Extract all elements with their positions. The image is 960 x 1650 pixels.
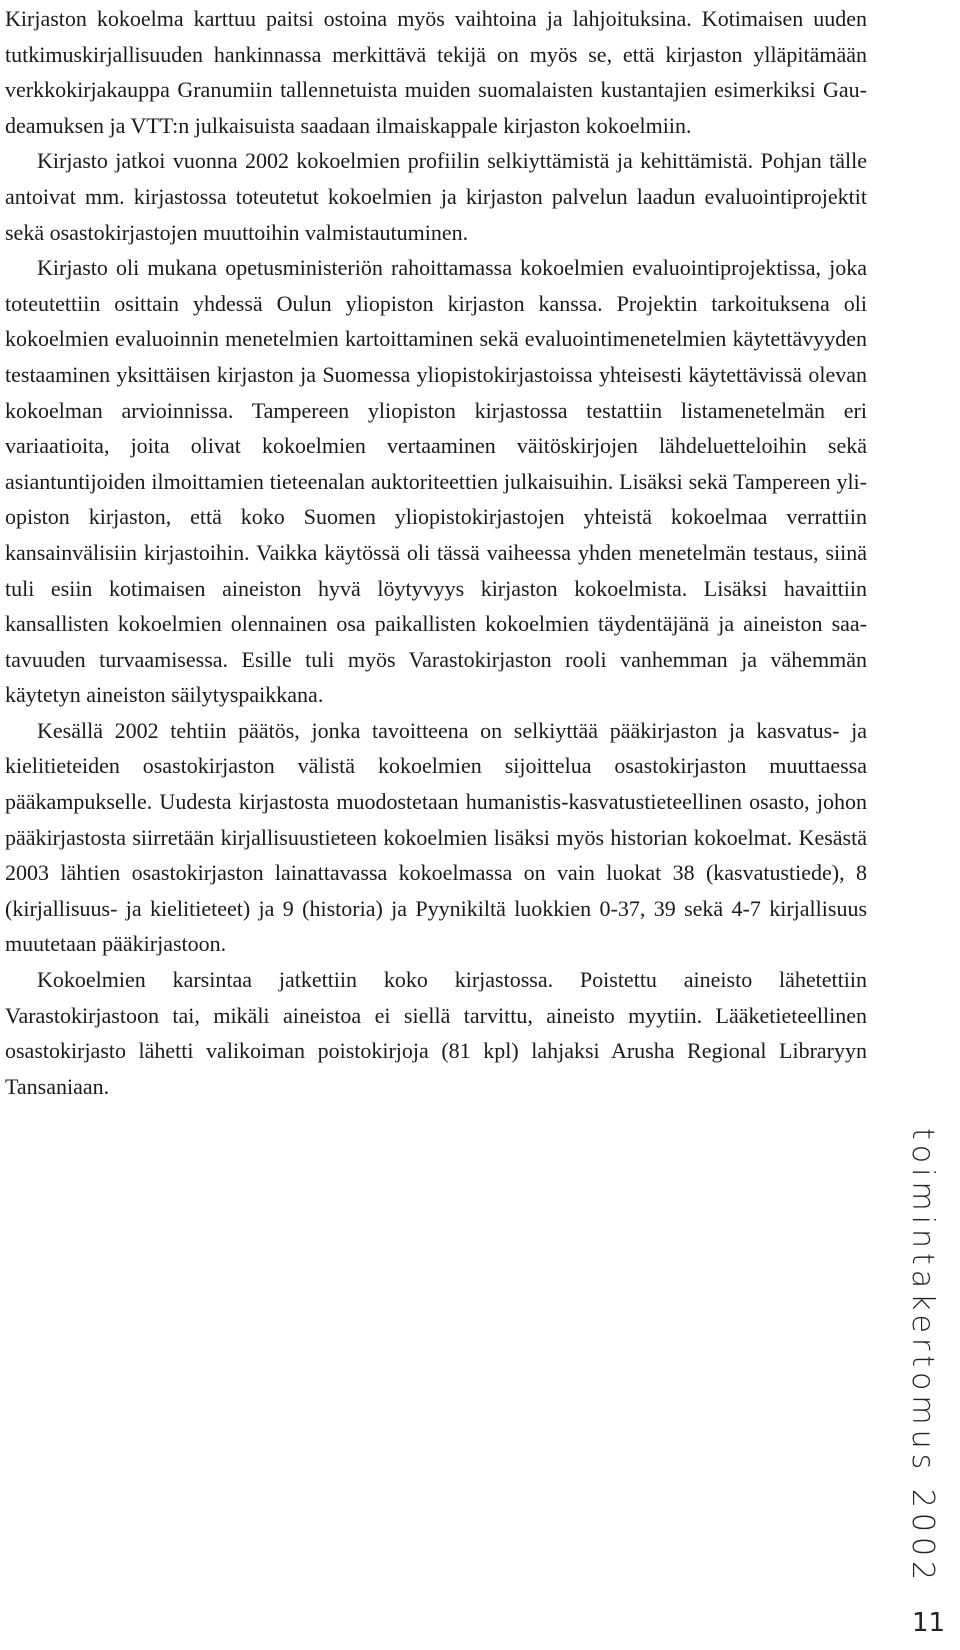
paragraph-collection-profile: Kirjasto jatkoi vuonna 2002 kokoelmien profiilin selkiyttämistä ja kehittämistä. Pohjan tälle antoivat mm. kirjastossa toteutetut kokoelmien ja kirjaston palvelun laadun evaluointiprojektit sekä osastokirjastojen muuttoihin valmistautuminen. xyxy=(5,148,867,245)
paragraph-weeding: Kokoelmien karsintaa jatkettiin koko kirjastossa. Poistettu aineisto lähetettiin Varastokirjastoon tai, mikäli aineistoa ei siellä tarvittu, aineisto myytiin. Lääketieteellinen osastokirjasto lähetti valikoiman poistokirjoja (81 kpl) lahjaksi Arusha Regional Libraryyn Tansaniaan. xyxy=(5,967,867,1099)
page-number: 11 xyxy=(912,1608,946,1638)
body-text xyxy=(5,1,867,1104)
paragraph-evaluation-project: Kirjasto oli mukana opetusministeriön rahoittamassa kokoelmien evaluointiprojektissa, joka toteutettiin osittain yhdessä Oulun yliopiston kirjaston kanssa. Projektin tarkoituksena oli kokoelmien evaluoinnin menetelmien kartoittaminen sekä evaluointimenetelmien käytettävyyden testaaminen yksittäisen kirjaston ja Suomessa yliopistokirjastoissa yhteisesti käytettävissä olevan kokoelman arvioinnissa. Tampereen yliopiston kirjastossa testattiin listamenetelmän eri variaatioita, joita olivat kokoelmien vertaaminen väitöskirjojen lähdeluetteloihin sekä asiantuntijoiden ilmoittamien tieteenalan auktoriteettien julkaisuihin. Lisäksi sekä Tampereen yliopiston kirjaston, että koko Suomen yliopistokirjastojen yhteistä kokoelmaa verrattiin kansainvälisiin kirjastoihin. Vaikka käytössä oli tässä vaiheessa yhden menetelmän testaus, siinä tuli esiin kotimaisen aineiston hyvä löytyvyys kirjaston kokoelmista. Lisäksi havaittiin kansallisten kokoelmien olennainen osa paikallisten kokoelmien täydentäjänä ja aineiston saatavuuden turvaamisessa. Esille tuli myös Varastokirjaston rooli vanhemman ja vähemmän käytetyn aineiston säilytyspaikkana. xyxy=(5,255,867,708)
paragraph-acquisitions: Kirjaston kokoelma karttuu paitsi ostoina myös vaihtoina ja lahjoituksina. Kotimaisen uuden tutkimuskirjallisuuden hankinnassa merkittävä tekijä on myös se, että kirjaston ylläpitämään verkkokirjakauppa Granumiin tallennetuista muiden suomalaisten kustantajien esimerkiksi Gaudeamuksen ja VTT:n julkaisuista saadaan ilmaiskappale kirjaston kokoelmiin. xyxy=(5,6,867,138)
paragraph-branch-library: Kesällä 2002 tehtiin päätös, jonka tavoitteena on selkiyttää pääkirjaston ja kasvatus- ja kielitieteiden osastokirjaston välistä kokoelmien sijoittelua osastokirjaston muuttaessa pääkampukselle. Uudesta kirjastosta muodostetaan humanistis-kasvatustieteellinen osasto, johon pääkirjastosta siirretään kirjallisuustieteen kokoelmien lisäksi myös historian kokoelmat. Kesästä 2003 lähtien osastokirjaston lainattavassa kokoelmassa on vain luokat 38 (kasvatustiede), 8 (kirjallisuus- ja kielitieteet) ja 9 (historia) ja Pyynikiltä luokkien 0-37, 39 sekä 4-7 kirjallisuus muutetaan pääkirjastoon. xyxy=(5,717,867,957)
running-title: toimintakertomus 2002 xyxy=(905,1128,940,1586)
